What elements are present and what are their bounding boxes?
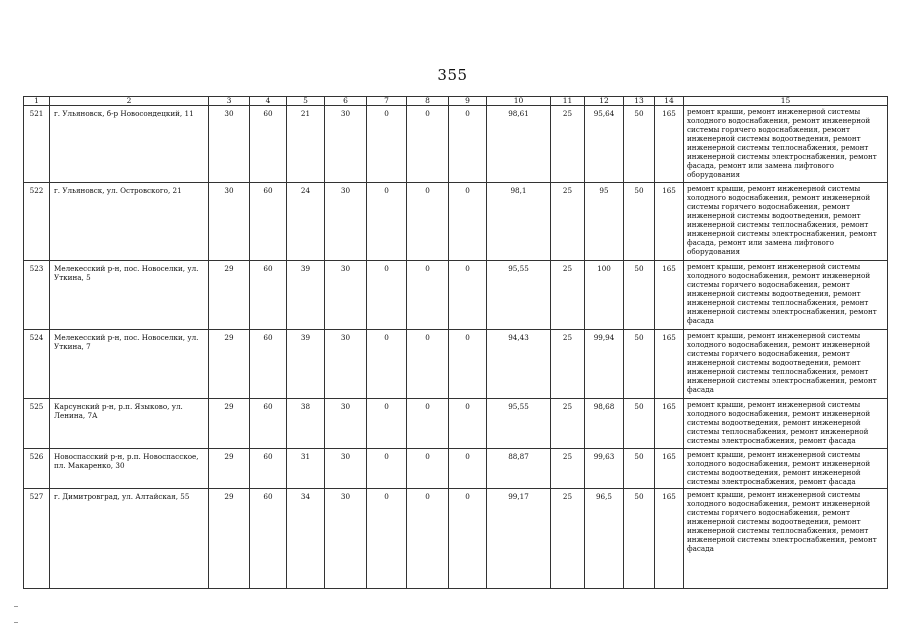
value-cell: 29 <box>209 489 250 589</box>
value-cell: 0 <box>407 489 449 589</box>
value-cell: 88,87 <box>487 449 551 489</box>
address-cell: Мелекесский р-н, пос. Новоселки, ул. Уткина, 5 <box>50 261 209 330</box>
value-cell: 29 <box>209 261 250 330</box>
value-cell: 0 <box>367 183 407 261</box>
row-number-cell: 527 <box>24 489 50 589</box>
value-cell: 30 <box>209 106 250 183</box>
value-cell: 0 <box>367 449 407 489</box>
value-cell: 25 <box>551 261 585 330</box>
repair-works-cell: ремонт крыши, ремонт инженерной системы холодного водоснабжения, ремонт инженерной системы горячего водоснабжения, ремонт инженерной системы водоотведения, ремонт инженерной системы теплоснабжения, ремонт инженерной системы электроснабжения, ремонт фасада, ремонт или замена лифтового оборудования <box>684 106 888 183</box>
address-cell: Новоспасский р-н, р.п. Новоспасское, пл. Макаренко, 30 <box>50 449 209 489</box>
value-cell: 29 <box>209 399 250 449</box>
value-cell: 34 <box>287 489 325 589</box>
value-cell: 60 <box>250 183 287 261</box>
value-cell: 39 <box>287 330 325 399</box>
column-header: 11 <box>551 97 585 106</box>
value-cell: 0 <box>367 399 407 449</box>
value-cell: 165 <box>655 399 684 449</box>
table-body <box>24 97 888 589</box>
value-cell: 0 <box>449 449 487 489</box>
repair-works-cell: ремонт крыши, ремонт инженерной системы холодного водоснабжения, ремонт инженерной системы горячего водоснабжения, ремонт инженерной системы водоотведения, ремонт инженерной системы теплоснабжения, ремонт инженерной системы электроснабжения, ремонт фасада <box>684 261 888 330</box>
column-header: 7 <box>367 97 407 106</box>
value-cell: 50 <box>624 261 655 330</box>
value-cell: 0 <box>407 330 449 399</box>
column-number-row <box>24 97 888 106</box>
table-row <box>24 183 888 261</box>
value-cell: 39 <box>287 261 325 330</box>
page-number: 355 <box>437 66 468 84</box>
address-cell: г. Ульяновск, б-р Новосондецкий, 11 <box>50 106 209 183</box>
column-header: 5 <box>287 97 325 106</box>
value-cell: 95,55 <box>487 399 551 449</box>
table-row <box>24 449 888 489</box>
value-cell: 165 <box>655 330 684 399</box>
row-number-cell: 521 <box>24 106 50 183</box>
value-cell: 30 <box>325 330 367 399</box>
value-cell: 30 <box>209 183 250 261</box>
row-number-cell: 524 <box>24 330 50 399</box>
value-cell: 30 <box>325 449 367 489</box>
column-header: 8 <box>407 97 449 106</box>
value-cell: 94,43 <box>487 330 551 399</box>
value-cell: 30 <box>325 183 367 261</box>
repair-works-cell: ремонт крыши, ремонт инженерной системы холодного водоснабжения, ремонт инженерной системы горячего водоснабжения, ремонт инженерной системы водоотведения, ремонт инженерной системы теплоснабжения, ремонт инженерной системы электроснабжения, ремонт фасада, ремонт или замена лифтового оборудования <box>684 183 888 261</box>
value-cell: 0 <box>367 489 407 589</box>
value-cell: 25 <box>551 449 585 489</box>
row-number-cell: 526 <box>24 449 50 489</box>
value-cell: 24 <box>287 183 325 261</box>
value-cell: 100 <box>585 261 624 330</box>
value-cell: 98,61 <box>487 106 551 183</box>
value-cell: 60 <box>250 449 287 489</box>
value-cell: 95 <box>585 183 624 261</box>
value-cell: 31 <box>287 449 325 489</box>
value-cell: 50 <box>624 399 655 449</box>
value-cell: 0 <box>407 106 449 183</box>
column-header: 12 <box>585 97 624 106</box>
address-cell: г. Димитровград, ул. Алтайская, 55 <box>50 489 209 589</box>
repair-works-cell: ремонт крыши, ремонт инженерной системы холодного водоснабжения, ремонт инженерной системы горячего водоснабжения, ремонт инженерной системы водоотведения, ремонт инженерной системы теплоснабжения, ремонт инженерной системы электроснабжения, ремонт фасада <box>684 330 888 399</box>
value-cell: 165 <box>655 489 684 589</box>
value-cell: 25 <box>551 183 585 261</box>
repair-works-cell: ремонт крыши, ремонт инженерной системы холодного водоснабжения, ремонт инженерной системы горячего водоснабжения, ремонт инженерной системы водоотведения, ремонт инженерной системы теплоснабжения, ремонт инженерной системы электроснабжения, ремонт фасада <box>684 489 888 589</box>
value-cell: 0 <box>367 330 407 399</box>
value-cell: 165 <box>655 449 684 489</box>
value-cell: 60 <box>250 489 287 589</box>
column-header: 4 <box>250 97 287 106</box>
repair-works-cell: ремонт крыши, ремонт инженерной системы холодного водоснабжения, ремонт инженерной системы водоотведения, ремонт инженерной системы теплоснабжения, ремонт инженерной системы электроснабжения, ремонт фасада <box>684 399 888 449</box>
address-cell: Мелекесский р-н, пос. Новоселки, ул. Уткина, 7 <box>50 330 209 399</box>
value-cell: 165 <box>655 261 684 330</box>
value-cell: 25 <box>551 399 585 449</box>
column-header: 2 <box>50 97 209 106</box>
repair-works-cell: ремонт крыши, ремонт инженерной системы холодного водоснабжения, ремонт инженерной системы водоотведения, ремонт инженерной системы электроснабжения, ремонт фасада <box>684 449 888 489</box>
value-cell: 95,64 <box>585 106 624 183</box>
table-row <box>24 489 888 589</box>
value-cell: 0 <box>449 330 487 399</box>
table-row <box>24 330 888 399</box>
value-cell: 165 <box>655 106 684 183</box>
value-cell: 0 <box>449 489 487 589</box>
value-cell: 98,1 <box>487 183 551 261</box>
column-header: 14 <box>655 97 684 106</box>
value-cell: 60 <box>250 330 287 399</box>
value-cell: 165 <box>655 183 684 261</box>
value-cell: 0 <box>367 106 407 183</box>
value-cell: 60 <box>250 399 287 449</box>
value-cell: 0 <box>367 261 407 330</box>
value-cell: 21 <box>287 106 325 183</box>
value-cell: 50 <box>624 330 655 399</box>
value-cell: 60 <box>250 106 287 183</box>
value-cell: 0 <box>407 261 449 330</box>
row-number-cell: 522 <box>24 183 50 261</box>
table-row <box>24 261 888 330</box>
value-cell: 96,5 <box>585 489 624 589</box>
column-header: 3 <box>209 97 250 106</box>
value-cell: 50 <box>624 489 655 589</box>
value-cell: 50 <box>624 183 655 261</box>
table-row <box>24 399 888 449</box>
value-cell: 38 <box>287 399 325 449</box>
value-cell: 60 <box>250 261 287 330</box>
column-header: 9 <box>449 97 487 106</box>
value-cell: 99,63 <box>585 449 624 489</box>
row-number-cell: 523 <box>24 261 50 330</box>
value-cell: 25 <box>551 330 585 399</box>
value-cell: 25 <box>551 106 585 183</box>
column-header: 15 <box>684 97 888 106</box>
value-cell: 0 <box>407 449 449 489</box>
value-cell: 30 <box>325 489 367 589</box>
value-cell: 25 <box>551 489 585 589</box>
column-header: 6 <box>325 97 367 106</box>
value-cell: 29 <box>209 449 250 489</box>
table-row <box>24 106 888 183</box>
value-cell: 0 <box>449 183 487 261</box>
row-number-cell: 525 <box>24 399 50 449</box>
column-header: 1 <box>24 97 50 106</box>
value-cell: 99,94 <box>585 330 624 399</box>
value-cell: 0 <box>407 399 449 449</box>
column-header: 13 <box>624 97 655 106</box>
address-cell: Карсунский р-н, р.п. Языково, ул. Ленина, 7А <box>50 399 209 449</box>
value-cell: 0 <box>449 399 487 449</box>
scan-mark <box>14 606 18 607</box>
housing-repair-table <box>23 96 888 589</box>
value-cell: 30 <box>325 399 367 449</box>
value-cell: 0 <box>407 183 449 261</box>
value-cell: 0 <box>449 261 487 330</box>
value-cell: 29 <box>209 330 250 399</box>
column-header: 10 <box>487 97 551 106</box>
value-cell: 50 <box>624 106 655 183</box>
value-cell: 30 <box>325 261 367 330</box>
value-cell: 99,17 <box>487 489 551 589</box>
value-cell: 0 <box>449 106 487 183</box>
value-cell: 95,55 <box>487 261 551 330</box>
value-cell: 30 <box>325 106 367 183</box>
value-cell: 50 <box>624 449 655 489</box>
value-cell: 98,68 <box>585 399 624 449</box>
address-cell: г. Ульяновск, ул. Островского, 21 <box>50 183 209 261</box>
scan-mark <box>14 622 18 623</box>
